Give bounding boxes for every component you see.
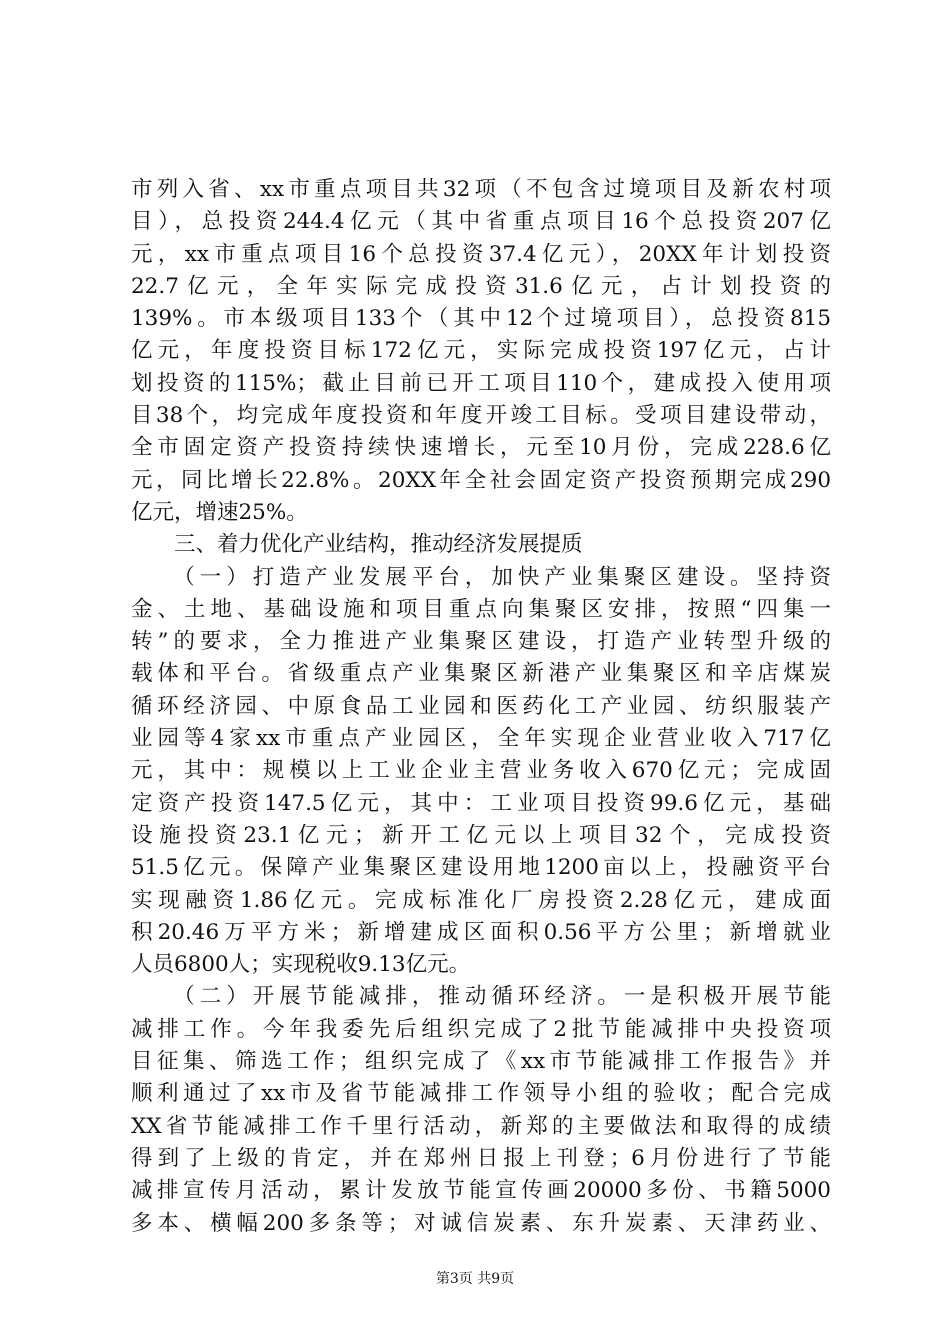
text-line: 业园等4家xx市重点产业园区，全年实现企业营业收入717亿 bbox=[131, 726, 831, 752]
text-line: 亿元，年度投资目标172亿元，实际完成投资197亿元，占计 bbox=[131, 338, 831, 364]
text-line: 循环经济园、中原食品工业园和医药化工产业园、纺织服装产 bbox=[131, 693, 831, 719]
text-line: 多本、横幅200多条等；对诚信炭素、东升炭素、天津药业、 bbox=[131, 1210, 831, 1236]
text-line: 积20.46万平方米；新增建成区面积0.56平方公里；新增就业 bbox=[131, 919, 831, 945]
text-line: 划投资的115%；截止目前已开工项目110个，建成投入使用项 bbox=[131, 370, 831, 396]
text-line: 元，其中：规模以上工业企业主营业务收入670亿元；完成固 bbox=[131, 758, 831, 784]
text-line: 载体和平台。省级重点产业集聚区新港产业集聚区和辛店煤炭 bbox=[131, 661, 831, 687]
text-line: 亿元，增速25%。 bbox=[131, 499, 308, 525]
text-line: 市列入省、xx市重点项目共32项（不包含过境项目及新农村项 bbox=[131, 177, 831, 202]
text-line: （一）打造产业发展平台，加快产业集聚区建设。坚持资 bbox=[131, 564, 831, 590]
text-line: （二）开展节能减排，推动循环经济。一是积极开展节能 bbox=[131, 984, 831, 1010]
text-line: 三、着力优化产业结构，推动经济发展提质 bbox=[131, 532, 583, 558]
text-line: 51.5亿元。保障产业集聚区建设用地1200亩以上，投融资平台 bbox=[131, 855, 831, 881]
text-line: 目征集、筛选工作；组织完成了《xx市节能减排工作报告》并 bbox=[131, 1049, 831, 1075]
text-line: 设施投资23.1亿元；新开工亿元以上项目32个，完成投资 bbox=[131, 822, 831, 848]
text-line: 转”的要求，全力推进产业集聚区建设，打造产业转型升级的 bbox=[131, 629, 831, 655]
text-line: 实现融资1.86亿元。完成标准化厂房投资2.28亿元，建成面 bbox=[131, 887, 831, 913]
text-line: 减排工作。今年我委先后组织完成了2批节能减排中央投资项 bbox=[131, 1016, 831, 1042]
text-line: 定资产投资147.5亿元，其中：工业项目投资99.6亿元，基础 bbox=[131, 790, 831, 816]
page-footer: 第3页 共9页 bbox=[435, 1271, 515, 1287]
text-line: 目），总投资244.4亿元（其中省重点项目16个总投资207亿 bbox=[131, 209, 831, 235]
text-line: 139%。市本级项目133个（其中12个过境项目），总投资815 bbox=[131, 306, 831, 332]
text-line: 得到了上级的肯定，并在郑州日报上刊登；6月份进行了节能 bbox=[131, 1145, 831, 1171]
text-line: 人员6800人；实现税收9.13亿元。 bbox=[131, 952, 471, 978]
text-line: 全市固定资产投资持续快速增长，元至10月份，完成228.6亿 bbox=[131, 435, 831, 461]
text-line: 减排宣传月活动，累计发放节能宣传画20000多份、书籍5000 bbox=[131, 1178, 831, 1204]
text-line: 目38个，均完成年度投资和年度开竣工目标。受项目建设带动， bbox=[131, 403, 831, 429]
text-line: 顺利通过了xx市及省节能减排工作领导小组的验收；配合完成 bbox=[131, 1081, 831, 1107]
document-body bbox=[131, 174, 831, 1240]
text-line: XX省节能减排工作千里行活动，新郑的主要做法和取得的成绩 bbox=[131, 1113, 831, 1139]
text-line: 金、土地、基础设施和项目重点向集聚区安排，按照“四集一 bbox=[131, 596, 831, 622]
text-line: 元，xx市重点项目16个总投资37.4亿元），20XX年计划投资 bbox=[131, 241, 831, 267]
text-line: 22.7亿元，全年实际完成投资31.6亿元，占计划投资的 bbox=[131, 273, 831, 299]
text-line: 元，同比增长22.8%。20XX年全社会固定资产投资预期完成290 bbox=[131, 467, 831, 493]
